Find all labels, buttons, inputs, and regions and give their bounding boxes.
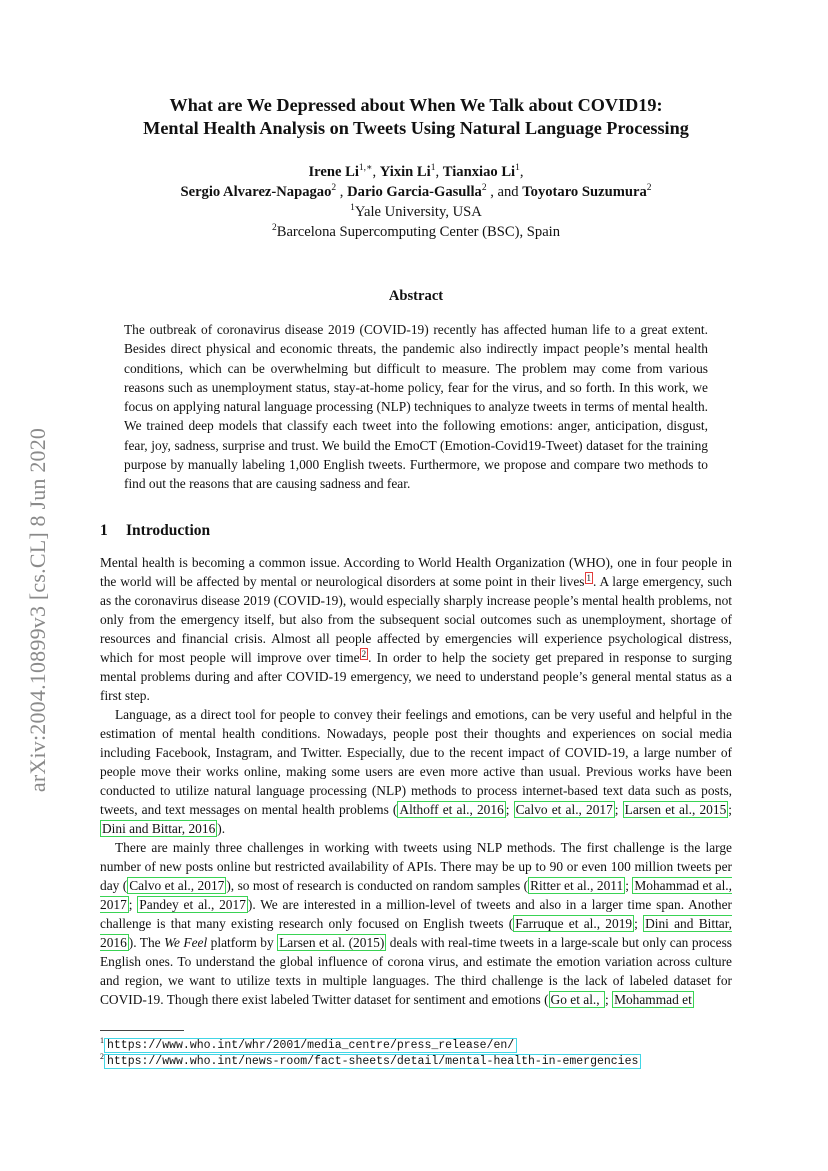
footnote-url[interactable]: https://www.who.int/news-room/fact-sheets/detail/mental-health-in-emergencies bbox=[104, 1054, 641, 1069]
author-name: Tianxiao Li bbox=[442, 164, 516, 180]
citation-link[interactable]: Dini and Bittar, 2016 bbox=[100, 916, 733, 950]
paragraph: Language, as a direct tool for people to convey their feelings and emotions, can be very useful and helpful in the estimation of mental health conditions. Nowadays, people post their thoughts and experiences on social media including Facebook, Instagram, and Twitter. Especially, due to the recent impact of COVID-19, a large number of people move their works online, making some users are even more active than usual. Previous works have been conducted to utilize natural language processing (NLP) methods to process internet-based text data such as posts, tweets, and text messages on mental health problems ( Althoff et al., 2016 ; Calvo et al., 2017 ; Larsen et al., 2015 ; Dini and Bittar, 2016 ). bbox=[100, 707, 733, 836]
citation-link[interactable]: Calvo et al., 2017 bbox=[515, 802, 613, 817]
text-run: ). bbox=[217, 821, 226, 836]
affiliation-1 bbox=[100, 202, 732, 222]
citation-link[interactable]: Farruque et al., 2019 bbox=[515, 916, 633, 931]
text-run: There are mainly three challenges in working with tweets using NLP methods. The first challenge is the large number of new posts online but restricted availability of APIs. There may be up to 90 or even 100 million tweets per day ( bbox=[100, 840, 732, 893]
text-run: ), so most of research is conducted on random samples ( bbox=[226, 878, 529, 893]
introduction-body bbox=[100, 553, 732, 1009]
paragraph bbox=[100, 553, 732, 705]
text-run: ). The bbox=[128, 935, 165, 950]
citation-link[interactable]: Calvo et al., 2017 bbox=[129, 878, 225, 893]
citation-link[interactable]: Ritter et al., 2011 bbox=[530, 878, 624, 893]
author-name: Toyotaro Suzumura bbox=[522, 184, 647, 200]
footnote-number: 1 bbox=[100, 1036, 104, 1045]
footnote-rule bbox=[100, 1030, 184, 1031]
citation-link[interactable]: Larsen et al. (2015) bbox=[279, 935, 385, 950]
arxiv-sidebar bbox=[18, 375, 58, 845]
author-block bbox=[100, 162, 732, 242]
section-number: 1 bbox=[100, 522, 108, 539]
text-run: platform by bbox=[207, 935, 278, 950]
citation-link[interactable]: Dini and Bittar, 2016 bbox=[102, 821, 216, 836]
citation-link[interactable]: Mohammad et bbox=[614, 992, 692, 1007]
citation-link[interactable]: Larsen et al., 2015 bbox=[624, 802, 727, 817]
citation-link[interactable]: Mohammad et al., 2017 bbox=[100, 878, 732, 912]
citation-link[interactable]: Pandey et al., 2017 bbox=[139, 897, 246, 912]
emphasis: We Feel bbox=[164, 935, 208, 950]
paper-title bbox=[100, 94, 732, 140]
footnote-number: 2 bbox=[100, 1052, 104, 1061]
text-run: ). We are interested in a million-level of tweets and also in a larger time span. Another challenge is that many existing research only focused on English tweets ( bbox=[100, 897, 732, 931]
footnote-link[interactable]: 2 bbox=[361, 648, 367, 659]
title-line-2: Mental Health Analysis on Tweets Using Natural Language Processing bbox=[143, 118, 689, 138]
arxiv-identifier: arXiv:2004.10899v3 [cs.CL] 8 Jun 2020 bbox=[25, 427, 50, 793]
footnote-link[interactable]: 1 bbox=[586, 572, 591, 583]
citation-link[interactable]: Althoff et al., 2016 bbox=[399, 802, 504, 817]
author-conjunction: and bbox=[497, 184, 519, 200]
author-affil: 1,∗ bbox=[358, 163, 373, 174]
author-affil: 1 bbox=[515, 163, 520, 174]
author-line-1: Irene $Li^{1,∗}$, Yixin Li$^1$, Tianxiao Li$^1$, bbox=[308, 163, 524, 180]
citation-link[interactable]: Go et al., bbox=[550, 992, 603, 1007]
author-name: Dario Garcia-Gasulla bbox=[347, 184, 482, 200]
abstract-heading: Abstract bbox=[388, 288, 444, 304]
text-run: ; bbox=[604, 992, 613, 1007]
author-affil: 2 bbox=[331, 183, 337, 194]
footnote-2 bbox=[100, 1050, 732, 1069]
text-run: . A large emergency, such as the coronavirus disease 2019 (COVID-19), would especially sharply increase people’s mental health problems, not only from the emergency itself, but also from the subsequent social outcomes such as unemployment, shortage of resources and financial crisis. Almost all people affected by emergencies will experience psychological distress, which for most people will improve over time bbox=[100, 574, 733, 665]
author-affil: 2 bbox=[646, 183, 652, 194]
author-name: Irene Li bbox=[308, 164, 359, 180]
author-name: Sergio Alvarez-Napagao bbox=[180, 184, 332, 200]
author-affil: 1 bbox=[430, 163, 436, 174]
title-line-1: What are We Depressed about When We Talk about COVID19: bbox=[169, 95, 663, 115]
footnote-url[interactable]: https://www.who.int/whr/2001/media_centre/press_release/en/ bbox=[104, 1038, 517, 1053]
section-title: Introduction bbox=[126, 522, 211, 539]
affiliation-marker: 2 bbox=[271, 223, 277, 234]
paragraph: There are mainly three challenges in working with tweets using NLP methods. The first challenge is the large number of new posts online but restricted availability of APIs. There may be up to 90 or even 100 million tweets per day ( Calvo et al., 2017 ), so most of research is conducted on random samples ( Ritter et al., 2011 ; Mohammad et al., 2017 ; Pandey et al., 2017 ). We are interested in a million-level of tweets and also in a larger time span. Another challenge is that many existing research only focused on English tweets ( Farruque et al., 2019 ; Dini and Bittar, 2016 ). The We Feel platform by Larsen et al. (2015) deals with real-time tweets in a large-scale but only can process English ones. To understand the global influence of corona virus, and estimate the emotion variation across culture and region, we want to utilize texts in multiple languages. The third challenge is the lack of labeled dataset for COVID-19. Though there exist labeled Twitter dataset for sentiment and emotions ( Go et al., ; Mohammad et bbox=[100, 840, 733, 1007]
section-heading bbox=[100, 522, 210, 540]
text-run: . In order to help the society get prepared in response to surging mental problems during and after COVID-19 emergency, we need to understand people’s general mental status as a first step. bbox=[100, 650, 733, 703]
affiliation-2 bbox=[100, 222, 732, 242]
author-line-2: Sergio Alvarez-Napagao$^2$ , Dario Garcia-Gasulla$^2$ , and Toyotaro Suzumura$^2$ bbox=[180, 183, 652, 200]
author-affil: 2 bbox=[481, 183, 487, 194]
author-name: Yixin Li bbox=[379, 164, 431, 180]
abstract-text: The outbreak of coronavirus disease 2019 (COVID-19) recently has affected human life to a great extent. Besides direct physical and economic threats, the pandemic also indirectly impact people’s mental health conditions, which can be overwhelming but difficult to measure. The problem may come from various reasons such as unemployment status, stay-at-home policy, fear for the virus, and so forth. In this work, we focus on applying natural language processing (NLP) techniques to analyze tweets in terms of mental health. We trained deep models that classify each tweet into the following emotions: anger, anticipation, disgust, fear, joy, sadness, surprise and trust. We build the EmoCT (Emotion-Covid19-Tweet) dataset for the training purpose by manually labeling 1,000 English tweets. Furthermore, we propose and compare two methods to find out the reasons that are causing sadness and fear. bbox=[124, 322, 708, 492]
text-run: deals with real-time tweets in a large-scale but only can process English ones. To understand the global influence of corona virus, and estimate the emotion variation across culture and region, we want to utilize texts in multiple languages. The third challenge is the lack of labeled dataset for COVID-19. Though there exist labeled Twitter dataset for sentiment and emotions ( bbox=[100, 935, 732, 1007]
text-run: Mental health is becoming a common issue. According to World Health Organization (WHO), one in four people in the world will be affected by mental or neurological disorders at some point in their lives bbox=[100, 555, 732, 589]
text-run: Language, as a direct tool for people to convey their feelings and emotions, can be very useful and helpful in the estimation of mental health conditions. Nowadays, people post their thoughts and experiences on social media including Facebook, Instagram, and Twitter. Especially, due to the recent impact of COVID-19, a large number of people move their works online, making some users are even more active than usual. Previous works have been conducted to utilize natural language processing (NLP) methods to process internet-based text data such as posts, tweets, and text messages on mental health problems ( bbox=[100, 707, 732, 817]
affiliation-text: Barcelona Supercomputing Center (BSC), Spain bbox=[276, 224, 561, 240]
affiliation-marker: 1 bbox=[350, 203, 355, 214]
affiliation-text: Yale University, USA bbox=[354, 204, 482, 220]
